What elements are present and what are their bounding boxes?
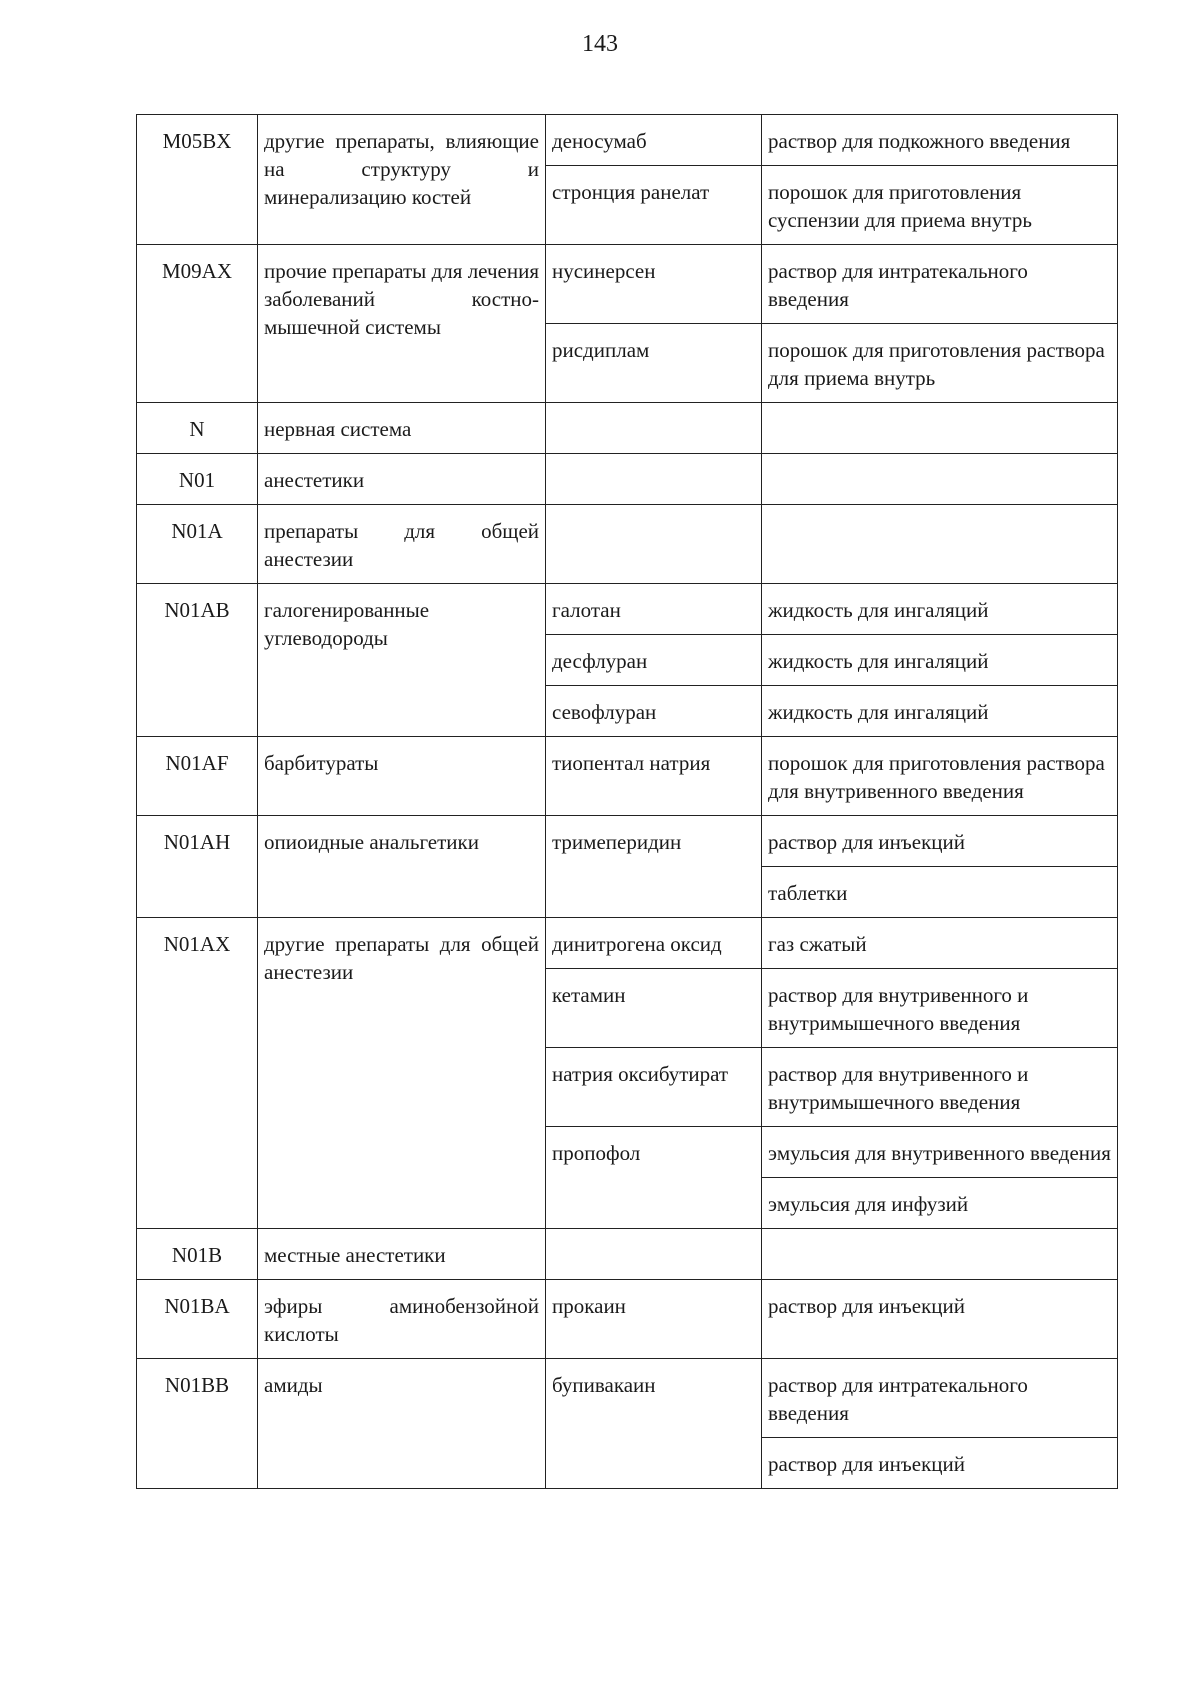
drug-name-cell: рисдиплам — [546, 324, 762, 403]
dosage-form-cell: раствор для интратекального введения — [762, 1359, 1118, 1438]
atc-code-cell: M09AX — [137, 245, 258, 403]
dosage-form-cell — [762, 454, 1118, 505]
drug-name-cell: галотан — [546, 584, 762, 635]
drug-name-cell: севофлуран — [546, 686, 762, 737]
anatomical-group-cell: нервная система — [258, 403, 546, 454]
atc-code-cell: N01AB — [137, 584, 258, 737]
dosage-form-cell — [762, 505, 1118, 584]
dosage-form-cell: эмульсия для внутривенного введения — [762, 1127, 1118, 1178]
dosage-form-cell: раствор для инъекций — [762, 1438, 1118, 1489]
drug-name-cell — [546, 505, 762, 584]
drug-name-cell: нусинерсен — [546, 245, 762, 324]
page-number: 143 — [582, 31, 618, 57]
dosage-form-cell: жидкость для ингаляций — [762, 635, 1118, 686]
drug-name-cell: кетамин — [546, 969, 762, 1048]
table-row — [137, 505, 1118, 584]
drug-name-cell: деносумаб — [546, 115, 762, 166]
atc-code-cell: N01A — [137, 505, 258, 584]
dosage-form-cell: порошок для приготовления раствора для внутривенного введения — [762, 737, 1118, 816]
dosage-form-cell: раствор для инъекций — [762, 816, 1118, 867]
table-row — [137, 737, 1118, 816]
anatomical-group-cell: галогенированные углеводороды — [258, 584, 546, 737]
table-row — [137, 403, 1118, 454]
anatomical-group-cell: анестетики — [258, 454, 546, 505]
dosage-form-cell — [762, 1229, 1118, 1280]
table-row — [137, 816, 1118, 867]
drug-name-cell: тримеперидин — [546, 816, 762, 918]
table-row — [137, 1280, 1118, 1359]
anatomical-group-cell: местные анестетики — [258, 1229, 546, 1280]
dosage-form-cell — [762, 403, 1118, 454]
drug-name-cell: десфлуран — [546, 635, 762, 686]
dosage-form-cell: порошок для приготовления раствора для приема внутрь — [762, 324, 1118, 403]
dosage-form-cell: раствор для подкожного введения — [762, 115, 1118, 166]
dosage-form-cell: жидкость для ингаляций — [762, 584, 1118, 635]
anatomical-group-cell: опиоидные анальгетики — [258, 816, 546, 918]
dosage-form-cell: таблетки — [762, 867, 1118, 918]
dosage-form-cell: раствор для внутривенного и внутримышечного введения — [762, 1048, 1118, 1127]
table-row — [137, 245, 1118, 324]
drug-name-cell: прокаин — [546, 1280, 762, 1359]
dosage-form-cell: газ сжатый — [762, 918, 1118, 969]
drug-name-cell: бупивакаин — [546, 1359, 762, 1489]
atc-code-cell: N01AX — [137, 918, 258, 1229]
atc-code-cell: M05BX — [137, 115, 258, 245]
dosage-form-cell: раствор для инъекций — [762, 1280, 1118, 1359]
dosage-form-cell: раствор для интратекального введения — [762, 245, 1118, 324]
drug-name-cell: динитрогена оксид — [546, 918, 762, 969]
dosage-form-cell: жидкость для ингаляций — [762, 686, 1118, 737]
drug-name-cell — [546, 454, 762, 505]
dosage-form-cell: раствор для внутривенного и внутримышечного введения — [762, 969, 1118, 1048]
anatomical-group-cell: амиды — [258, 1359, 546, 1489]
atc-code-cell: N01AF — [137, 737, 258, 816]
dosage-form-cell: эмульсия для инфузий — [762, 1178, 1118, 1229]
table-row — [137, 1359, 1118, 1438]
drug-classification-table — [136, 114, 1118, 1489]
drug-name-cell: пропофол — [546, 1127, 762, 1229]
anatomical-group-cell: другие препараты, влияющие на структуру и минерализацию костей — [258, 115, 546, 245]
table-row — [137, 584, 1118, 635]
table-row — [137, 918, 1118, 969]
anatomical-group-cell: эфиры аминобензойной кислоты — [258, 1280, 546, 1359]
table-row — [137, 115, 1118, 166]
atc-code-cell: N01B — [137, 1229, 258, 1280]
atc-code-cell: N01AH — [137, 816, 258, 918]
drug-name-cell: тиопентал натрия — [546, 737, 762, 816]
table-row — [137, 1229, 1118, 1280]
dosage-form-cell: порошок для приготовления суспензии для приема внутрь — [762, 166, 1118, 245]
drug-name-cell — [546, 403, 762, 454]
drug-name-cell: натрия оксибутират — [546, 1048, 762, 1127]
anatomical-group-cell: барбитураты — [258, 737, 546, 816]
anatomical-group-cell: другие препараты для общей анестезии — [258, 918, 546, 1229]
table-row — [137, 454, 1118, 505]
atc-code-cell: N01BA — [137, 1280, 258, 1359]
anatomical-group-cell: препараты для общей анестезии — [258, 505, 546, 584]
atc-code-cell: N — [137, 403, 258, 454]
atc-code-cell: N01BB — [137, 1359, 258, 1489]
table-body — [137, 115, 1118, 1489]
anatomical-group-cell: прочие препараты для лечения заболеваний костно-мышечной системы — [258, 245, 546, 403]
drug-name-cell — [546, 1229, 762, 1280]
drug-name-cell: стронция ранелат — [546, 166, 762, 245]
atc-code-cell: N01 — [137, 454, 258, 505]
